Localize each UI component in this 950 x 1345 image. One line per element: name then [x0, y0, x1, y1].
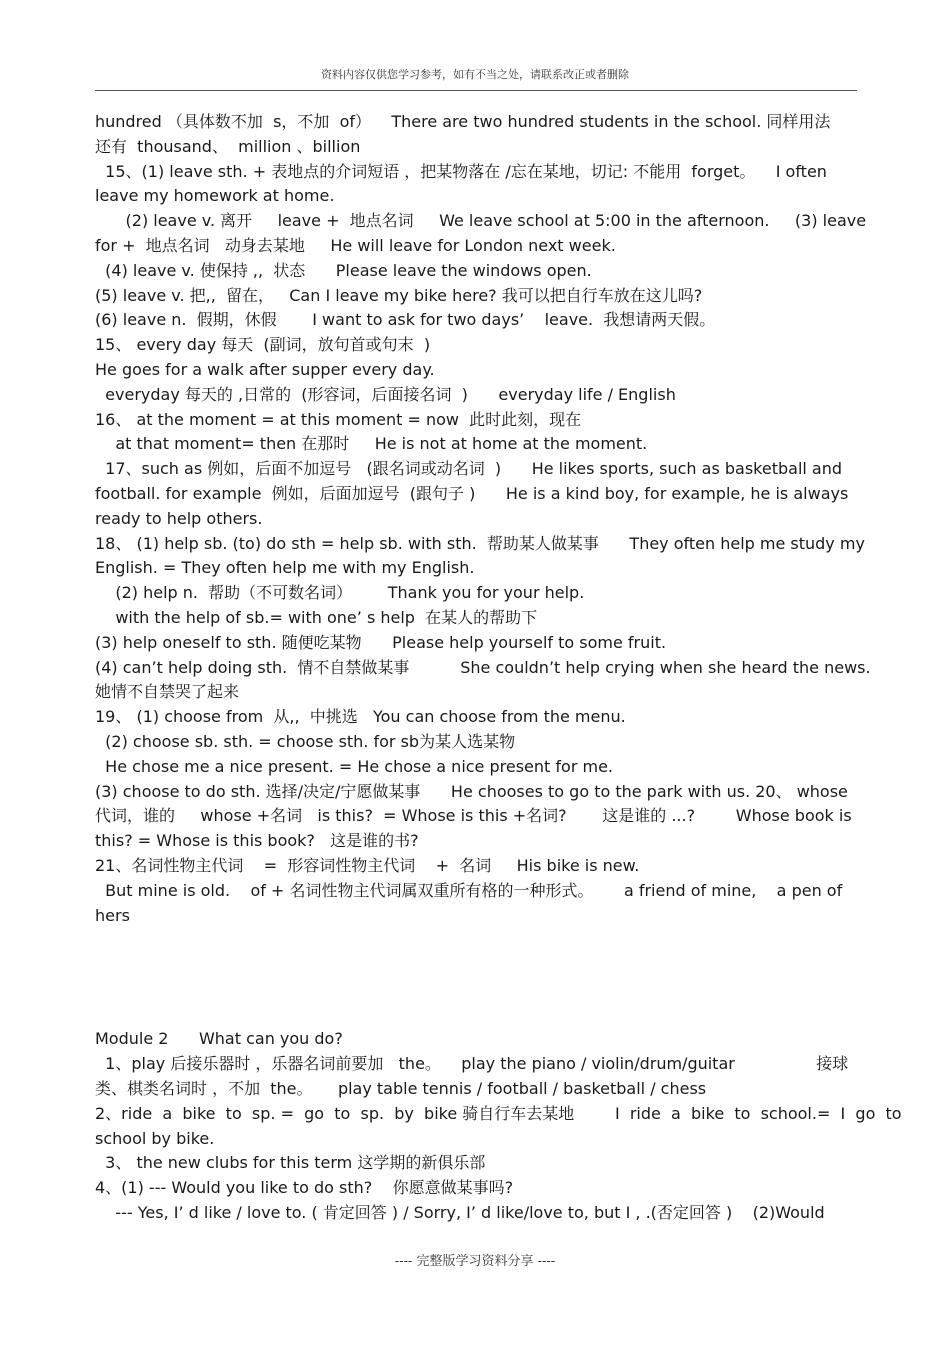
header-divider: [95, 90, 857, 91]
text-line: 4、(1) --- Would you like to do sth? 你愿意做某事吗?: [95, 1178, 514, 1198]
text-line: (2) help n. 帮助（不可数名词） Thank you for your help.: [95, 583, 585, 603]
text-line: leave my homework at home.: [95, 186, 335, 206]
text-line: 代词，谁的 whose +名词 is this? = Whose is this +名词? 这是谁的 ...? Whose book is: [95, 806, 852, 826]
text-line: hers: [95, 905, 130, 925]
text-line: (5) leave v. 把,, 留在， Can I leave my bike here? 我可以把自行车放在这儿吗?: [95, 285, 703, 305]
blank-line: [95, 1003, 875, 1028]
text-line: with the help of sb.= with one’ s help 在某人的帮助下: [95, 607, 538, 627]
text-line: 类、棋类名词时 ，不加 the。 play table tennis / football / basketball / chess: [95, 1079, 707, 1099]
text-line: 还有 thousand、 million 、billion: [95, 136, 361, 156]
text-line: 3、 the new clubs for this term 这学期的新俱乐部: [95, 1153, 486, 1173]
text-line: hundred （具体数不加 s，不加 of） There are two hundred students in the school. 同样用法: [95, 112, 831, 131]
text-line: (4) leave v. 使保持 ,, 状态 Please leave the windows open.: [95, 260, 592, 280]
text-line: 17、such as 例如，后面不加逗号 (跟名词或动名词 ) He likes sports, such as basketball and: [95, 459, 843, 479]
text-line: at that moment= then 在那时 He is not at home at the moment.: [95, 434, 648, 454]
text-line: school by bike.: [95, 1128, 215, 1148]
text-line: 19、 (1) choose from 从,, 中挑选 You can choose from the menu.: [95, 707, 626, 727]
text-line: ready to help others.: [95, 508, 263, 528]
text-line: football. for example 例如，后面加逗号 (跟句子 ) He is a kind boy, for example, he is always: [95, 483, 849, 503]
text-line: 2、ride a bike to sp. = go to sp. by bike 骑自行车去某地 I ride a bike to school.= I go to: [95, 1103, 902, 1123]
text-line: 15、(1) leave sth. + 表地点的介词短语 ，把某物落在 /忘在某地，切记: 不能用 forget。 I often: [95, 161, 827, 181]
text-line: But mine is old. of + 名词性物主代词属双重所有格的一种形式。 a friend of mine, a pen of: [95, 880, 843, 900]
text-line: for + 地点名词 动身去某地 He will leave for London next week.: [95, 235, 616, 255]
text-line: He goes for a walk after supper every day.: [95, 359, 435, 379]
text-line: 15、 every day 每天 (副词，放句首或句末 ): [95, 335, 431, 355]
text-line: (4) can’t help doing sth. 情不自禁做某事 She couldn’t help crying when she heard the news.: [95, 657, 871, 677]
document-body: [95, 110, 902, 1226]
text-line: this? = Whose is this book? 这是谁的书?: [95, 831, 419, 851]
text-line: (3) help oneself to sth. 随便吃某物 Please help yourself to some fruit.: [95, 632, 667, 652]
blank-line: [95, 978, 875, 1003]
text-line: --- Yes, I’ d like / love to. ( 肯定回答 ) / Sorry, I’ d like/love to, but I , .(否定回答 ) (2)Would: [95, 1203, 825, 1223]
text-line: 18、 (1) help sb. (to) do sth = help sb. with sth. 帮助某人做某事 They often help me study my: [95, 533, 865, 553]
text-line: He chose me a nice present. = He chose a nice present for me.: [95, 756, 613, 776]
text-line: 16、 at the moment = at this moment = now 此时此刻，现在: [95, 409, 582, 429]
text-line: (3) choose to do sth. 选择/决定/宁愿做某事 He chooses to go to the park with us. 20、 whose: [95, 781, 848, 801]
text-line: 1、play 后接乐器时 ，乐器名词前要加 the。 play the piano / violin/drum/guitar 接球: [95, 1054, 849, 1074]
page-footer-note: ---- 完整版学习资料分享 ----: [394, 1254, 556, 1269]
text-line: everyday 每天的 ,日常的 (形容词，后面接名词 ) everyday life / English: [95, 384, 676, 404]
text-line: (6) leave n. 假期，休假 I want to ask for two days’ leave. 我想请两天假。: [95, 310, 716, 330]
text-line: (2) leave v. 离开 leave + 地点名词 We leave school at 5:00 in the afternoon. (3) leave: [95, 211, 867, 231]
blank-line: [95, 928, 875, 953]
text-line: (2) choose sb. sth. = choose sth. for sb为某人选某物: [95, 731, 516, 751]
text-line: English. = They often help me with my English.: [95, 558, 475, 578]
text-line: 21、名词性物主代词 = 形容词性物主代词 + 名词 His bike is new.: [95, 855, 640, 875]
blank-line: [95, 953, 875, 978]
module-heading: Module 2 What can you do?: [95, 1029, 343, 1049]
text-line: 她情不自禁哭了起来: [95, 682, 240, 702]
page-header-note: 资料内容仅供您学习参考，如有不当之处，请联系改正或者删除: [321, 68, 629, 81]
